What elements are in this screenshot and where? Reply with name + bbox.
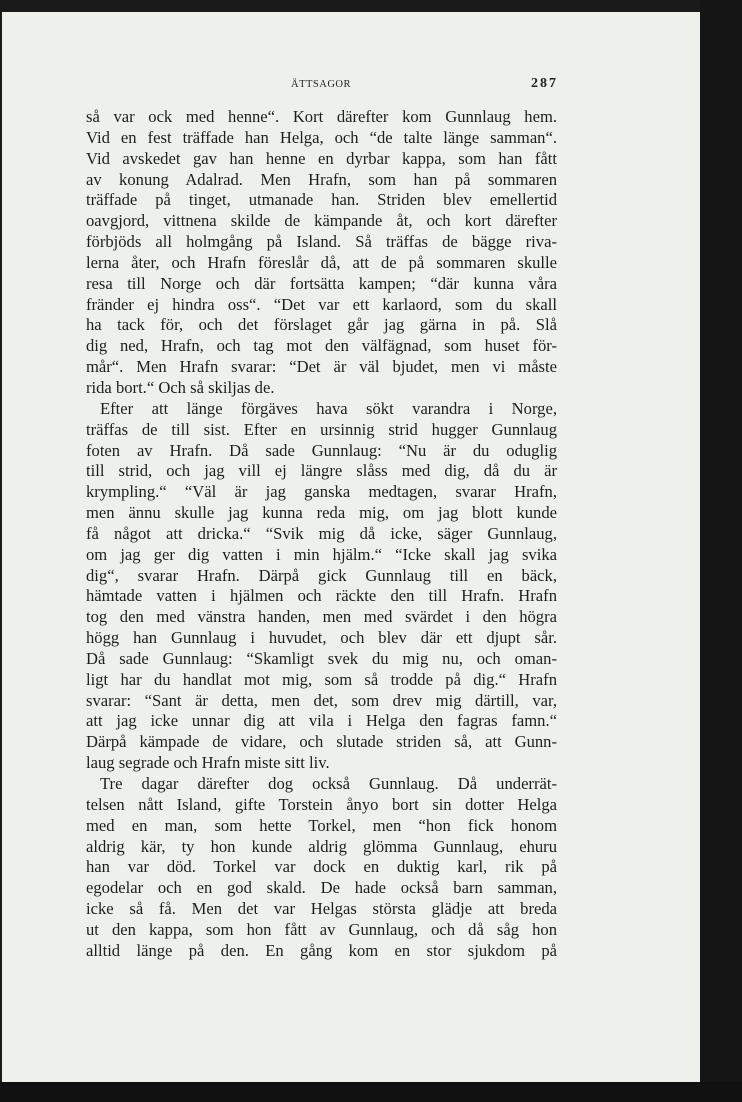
text-line: krympling.“ “Väl är jag ganska medtagen, svarar Hrafn,	[86, 482, 557, 502]
text-line: träffas de till sist. Efter en ursinnig strid hugger Gunnlaug	[86, 419, 557, 439]
text-line: svarar: “Sant är detta, men det, som drev mig därtill, var,	[86, 690, 557, 710]
text-line: alltid länge på den. En gång kom en stor sjukdom på	[86, 940, 557, 960]
text-line: träffade på tinget, utmanade han. Striden blev emellertid	[86, 190, 557, 210]
text-line: så var ock med henne“. Kort därefter kom Gunnlaug hem.	[86, 107, 557, 126]
text-line: Vid avskedet gav han henne en dyrbar kappa, som han fått	[86, 148, 557, 168]
page-header	[84, 76, 558, 96]
text-line: icke så få. Men det var Helgas största glädje att breda	[86, 899, 557, 919]
text-line: lerna åter, och Hrafn föreslår då, att de på sommaren skulle	[86, 252, 557, 272]
text-line: till strid, och jag vill ej längre slåss med dig, då du är	[86, 461, 557, 481]
text-line: att jag icke unnar dig att vila i Helga den fagras famn.“	[86, 711, 557, 731]
text-line: av konung Adalrad. Men Hrafn, som han på sommaren	[86, 169, 557, 189]
text-line: med en man, som hette Torkel, men “hon fick honom	[86, 815, 557, 835]
text-line: Efter att länge förgäves hava sökt varandra i Norge,	[100, 398, 557, 418]
text-line: dig ned, Hrafn, och tag mot den välfägnad, som huset för-	[86, 336, 557, 356]
text-line: Då sade Gunnlaug: “Skamligt svek du mig nu, och oman-	[86, 648, 557, 668]
text-line: ha tack för, och det förslaget går jag gärna in på. Slå	[86, 315, 557, 335]
text-line: om jag ger dig vatten i min hjälm.“ “Icke skall jag svika	[86, 544, 557, 564]
text-line: Vid en fest träffade han Helga, och “de talte länge samman“.	[86, 127, 557, 147]
text-line: ut den kappa, som hon fått av Gunnlaug, och då såg hon	[86, 919, 557, 939]
text-line: foten av Hrafn. Då sade Gunnlaug: “Nu är du oduglig	[86, 440, 557, 460]
text-line: men ännu skulle jag kunna reda mig, om jag blott kunde	[86, 503, 557, 523]
text-line: tog den med vänstra handen, men med svärdet i den högra	[86, 607, 557, 627]
text-line: oavgjord, vittnena skilde de kämpande åt, och kort därefter	[86, 211, 557, 231]
text-line: förbjöds all holmgång på Island. Så träffas de bägge riva-	[86, 232, 557, 252]
text-line: få något att dricka.“ “Svik mig då icke, säger Gunnlaug,	[86, 523, 557, 543]
scan-background-bottom	[0, 1082, 742, 1102]
text-line: han var död. Torkel var dock en duktig karl, rik på	[86, 857, 557, 877]
text-line: ligt har du handlat mot mig, som så trodde på dig.“ Hrafn	[86, 669, 557, 689]
text-line: hämtade vatten i hjälmen och räckte den till Hrafn. Hrafn	[86, 586, 557, 606]
text-line: Tre dagar därefter dog också Gunnlaug. Då underrät-	[100, 774, 557, 793]
text-line: resa till Norge och där fortsätta kampen; “där kunna våra	[86, 273, 557, 293]
text-line: högg han Gunnlaug i huvudet, och blev där ett djupt sår.	[86, 628, 557, 648]
text-line: laug segrade och Hrafn miste sitt liv.	[86, 753, 330, 773]
body-text	[86, 107, 557, 962]
text-line: rida bort.“ Och så skiljas de.	[86, 377, 275, 397]
text-line: fränder ej hindra oss“. “Det var ett karlaord, som du skall	[86, 294, 557, 314]
text-line: dig“, svarar Hrafn. Därpå gick Gunnlaug till en bäck,	[86, 565, 557, 585]
text-line: aldrig kär, ty hon kunde aldrig glömma Gunnlaug, ehuru	[86, 836, 557, 856]
text-line: mår“. Men Hrafn svarar: “Det är väl bjudet, men vi måste	[86, 357, 557, 377]
running-title: ÄTTSAGOR	[290, 79, 351, 90]
text-line: telsen nått Island, gifte Torstein ånyo bort sin dotter Helga	[86, 794, 557, 814]
text-line: egodelar och en god skald. De hade också barn samman,	[86, 878, 557, 898]
scan-background-edge	[700, 0, 742, 1102]
page-number: 287	[531, 76, 558, 91]
text-line: Därpå kämpade de vidare, och slutade striden så, att Gunn-	[86, 732, 557, 752]
